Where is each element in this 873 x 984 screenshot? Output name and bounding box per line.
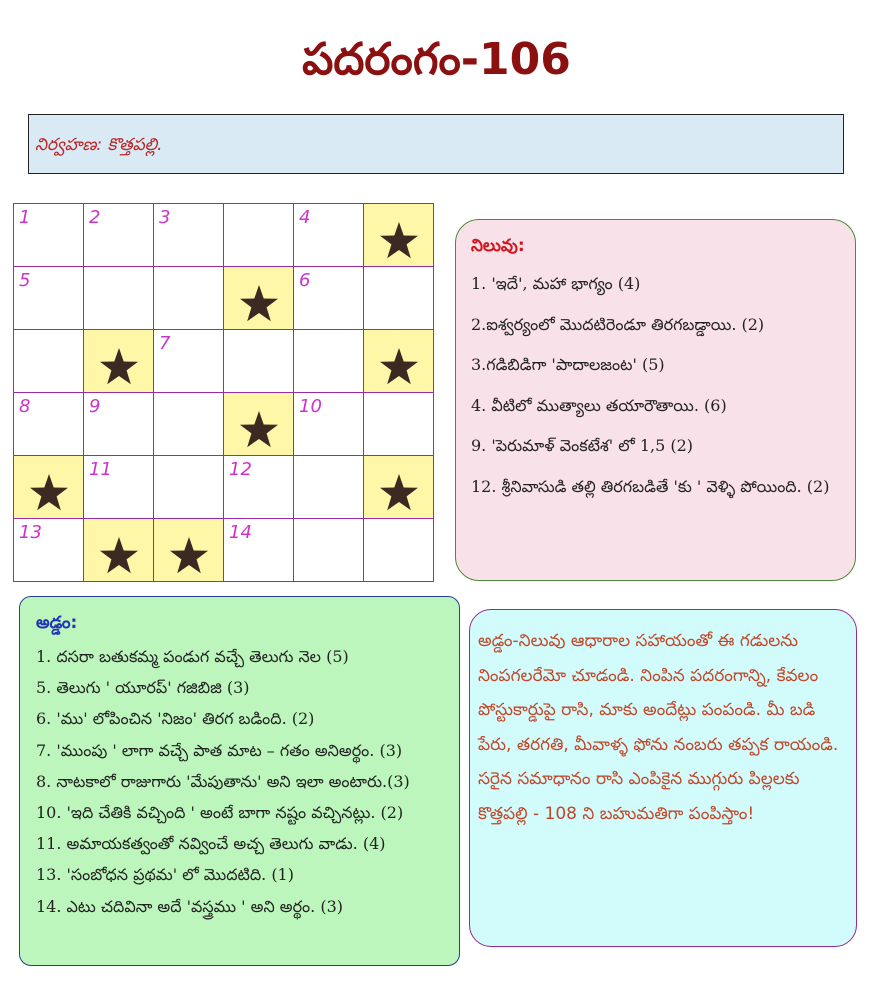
across-clue: 5. తెలుగు ' యూరప్' గజిబిజి (3) — [36, 678, 250, 698]
down-clue: 2.ఐశ్వర్యంలో మొదటిరెండూ తిరగబడ్డాయి. (2) — [471, 314, 765, 334]
grid-cell — [84, 393, 154, 456]
grid-cell — [364, 267, 434, 330]
down-clue: 12. శ్రీనివాసుడి తల్లి తిరగబడితే 'కు ' వెళ్ళి పోయింది. (2) — [471, 476, 830, 496]
cell-number: 2 — [89, 207, 101, 228]
grid-cell — [14, 267, 84, 330]
grid-row — [14, 519, 434, 582]
grid-cell — [154, 456, 224, 519]
star-icon — [99, 536, 139, 576]
grid-cell — [294, 456, 364, 519]
grid-cell — [224, 519, 294, 582]
grid-cell — [84, 204, 154, 267]
grid-cell-blocked — [224, 267, 294, 330]
grid-cell-blocked — [84, 519, 154, 582]
grid-cell — [294, 330, 364, 393]
grid-cell — [14, 393, 84, 456]
grid-row — [14, 267, 434, 330]
down-clues-panel — [455, 219, 856, 581]
down-clue: 4. వీటిలో ముత్యాలు తయారౌతాయి. (6) — [471, 395, 727, 415]
grid-cell — [364, 519, 434, 582]
cell-number: 1 — [19, 207, 31, 228]
across-clue: 8. నాటకాలో రాజుగారు 'మేపుతాను' అని ఇలా అంటారు.(3) — [36, 771, 410, 791]
grid-cell-blocked — [364, 456, 434, 519]
across-clue: 14. ఎటు చదివినా అదే 'వస్త్రము ' అని అర్థం. (3) — [36, 896, 344, 916]
down-clue: 1. 'ఇదే', మహా భాగ్యం (4) — [471, 274, 641, 293]
cell-number: 12 — [229, 459, 252, 480]
grid-row — [14, 204, 434, 267]
grid-cell — [154, 393, 224, 456]
grid-cell-blocked — [154, 519, 224, 582]
cell-number: 6 — [299, 270, 311, 291]
grid-row — [14, 393, 434, 456]
grid-row — [14, 456, 434, 519]
credit-box — [28, 114, 844, 174]
grid-cell — [294, 519, 364, 582]
across-clues-panel — [19, 596, 460, 966]
star-icon — [169, 536, 209, 576]
grid-cell — [224, 204, 294, 267]
grid-cell — [84, 267, 154, 330]
grid-cell-blocked — [224, 393, 294, 456]
across-clue: 6. 'ము' లోపించిన 'నిజం' తిరగ బడింది. (2) — [36, 709, 315, 729]
grid-cell — [154, 330, 224, 393]
cell-number: 7 — [159, 333, 171, 354]
across-clue: 13. 'సంబోధన ప్రథమ' లో మొదటిది. (1) — [36, 865, 294, 885]
down-clue: 3.గడిబిడిగా 'పాదాలజంట' (5) — [471, 355, 665, 374]
grid-cell — [14, 330, 84, 393]
star-icon — [239, 410, 279, 450]
grid-cell — [14, 519, 84, 582]
grid-cell-blocked — [84, 330, 154, 393]
instructions-panel — [469, 609, 857, 947]
credit-text: నిర్వహణ: కొత్తపల్లి. — [35, 135, 163, 155]
grid-cell — [224, 456, 294, 519]
across-clue: 1. దసరా బతుకమ్మ పండుగ వచ్చే తెలుగు నెల (5) — [36, 647, 349, 666]
star-icon — [29, 473, 69, 513]
cell-number: 8 — [19, 396, 31, 417]
star-icon — [379, 473, 419, 513]
crossword-grid — [13, 203, 434, 582]
grid-cell — [154, 267, 224, 330]
grid-cell — [294, 393, 364, 456]
grid-cell — [294, 204, 364, 267]
cell-number: 3 — [159, 207, 171, 228]
cell-number: 14 — [229, 522, 252, 543]
cell-number: 9 — [89, 396, 101, 417]
page-title: పదరంగం-106 — [302, 34, 571, 85]
grid-cell — [364, 393, 434, 456]
cell-number: 10 — [299, 396, 322, 417]
cell-number: 11 — [89, 459, 112, 480]
grid-cell-blocked — [364, 204, 434, 267]
down-clue: 9. 'పెరుమాళ్ వెంకటేశ' లో 1,5 (2) — [471, 436, 694, 455]
grid-cell — [14, 204, 84, 267]
star-icon — [99, 347, 139, 387]
cell-number: 5 — [19, 270, 31, 291]
cell-number: 4 — [299, 207, 311, 228]
across-clue: 11. అమాయకత్వంతో నవ్వించే అచ్చ తెలుగు వాడు. (4) — [36, 834, 386, 854]
star-icon — [239, 284, 279, 324]
instructions-text: అడ్డం-నిలువు ఆధారాల సహాయంతో ఈ గడులను నింపగలరేమో చూడండి. నింపిన పదరంగాన్ని, కేవలం పోస్టుకార్డుపై రాసి, మాకు అందేట్లు పంపండి. మీ బడి పేరు, తరగతి, మీవాళ్ళ ఫోను నంబరు తప్పక రాయండి. సరైన సమాధానం రాసి ఎంపికైన ముగ్గురు పిల్లలకు కొత్తపల్లి - 108 ని బహుమతిగా పంపిస్తాం! — [478, 631, 839, 824]
cell-number: 13 — [19, 522, 42, 543]
grid-cell — [154, 204, 224, 267]
grid-row — [14, 330, 434, 393]
star-icon — [379, 221, 419, 261]
across-heading: అడ్డం: — [36, 613, 78, 633]
across-clue: 10. 'ఇది చేతికి వచ్చింది ' అంటే బాగా నష్టం వచ్చినట్లు. (2) — [36, 803, 404, 823]
grid-cell-blocked — [14, 456, 84, 519]
grid-cell — [224, 330, 294, 393]
star-icon — [379, 347, 419, 387]
grid-cell-blocked — [364, 330, 434, 393]
grid-cell — [84, 456, 154, 519]
grid-cell — [294, 267, 364, 330]
across-clue: 7. 'ముంపు ' లాగా వచ్చే పాత మాట – గతం అనిఅర్థం. (3) — [36, 740, 403, 760]
down-heading: నిలువు: — [471, 236, 525, 256]
